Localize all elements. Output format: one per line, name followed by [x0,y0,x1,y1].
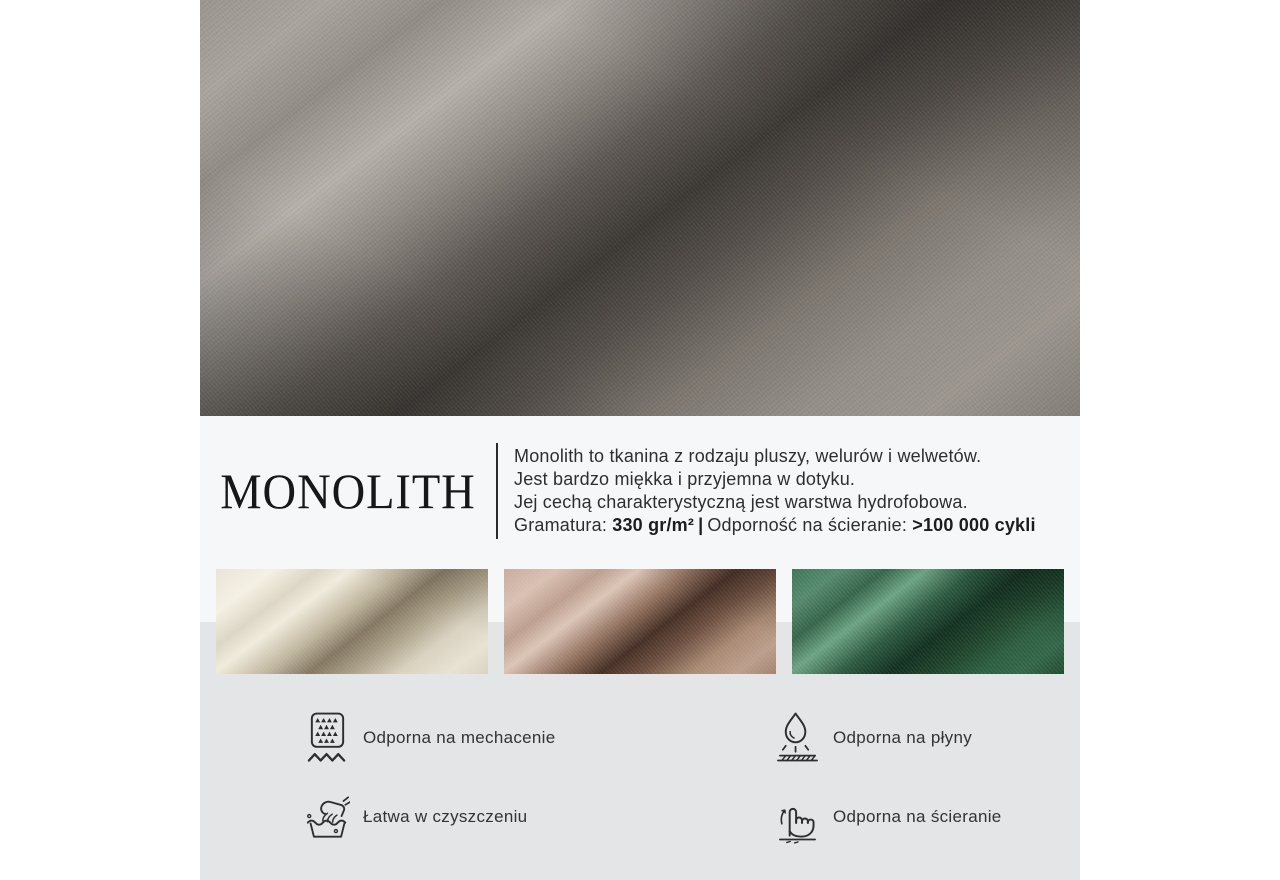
product-title: MONOLITH [220,463,476,519]
vertical-divider [496,443,498,539]
swatch-emerald-green[interactable] [792,569,1064,674]
abrasion-label: Odporność na ścieranie: [707,515,908,535]
hero-fabric-image [200,0,1080,416]
feature-label: Odporna na mechacenie [363,728,556,747]
feature-pilling [200,711,670,765]
content-column [200,0,1080,880]
feature-easy-clean [200,790,670,844]
swatch-cream-beige[interactable] [216,569,488,674]
abrasion-value: >100 000 cykli [912,515,1036,535]
feature-label: Odporna na ścieranie [833,807,1002,826]
weight-value: 330 gr/m² [612,515,695,535]
swatch-row [200,569,1080,674]
description-line-1: Monolith to tkanina z rodzaju pluszy, welurów i welwetów. [514,446,982,466]
easy-clean-icon [305,790,350,844]
abrasion-resistant-icon [775,790,820,844]
feature-label: Odporna na płyny [833,728,972,747]
specs-separator: | [698,515,704,535]
swatch-dusty-rose[interactable] [504,569,776,674]
feature-label: Łatwa w czyszczeniu [363,807,528,826]
product-description [514,445,1036,537]
product-info-inner [200,416,1080,539]
description-line-2: Jest bardzo miękka i przyjemna w dotyku. [514,469,856,489]
liquid-resistant-icon [775,711,820,765]
feature-liquid [670,711,1080,765]
pilling-resistant-icon [305,711,350,765]
weight-label: Gramatura: [514,515,608,535]
description-line-3: Jej cechą charakterystyczną jest warstwa hydrofobowa. [514,492,968,512]
specs-line [514,514,1036,537]
feature-abrasion [670,790,1080,844]
